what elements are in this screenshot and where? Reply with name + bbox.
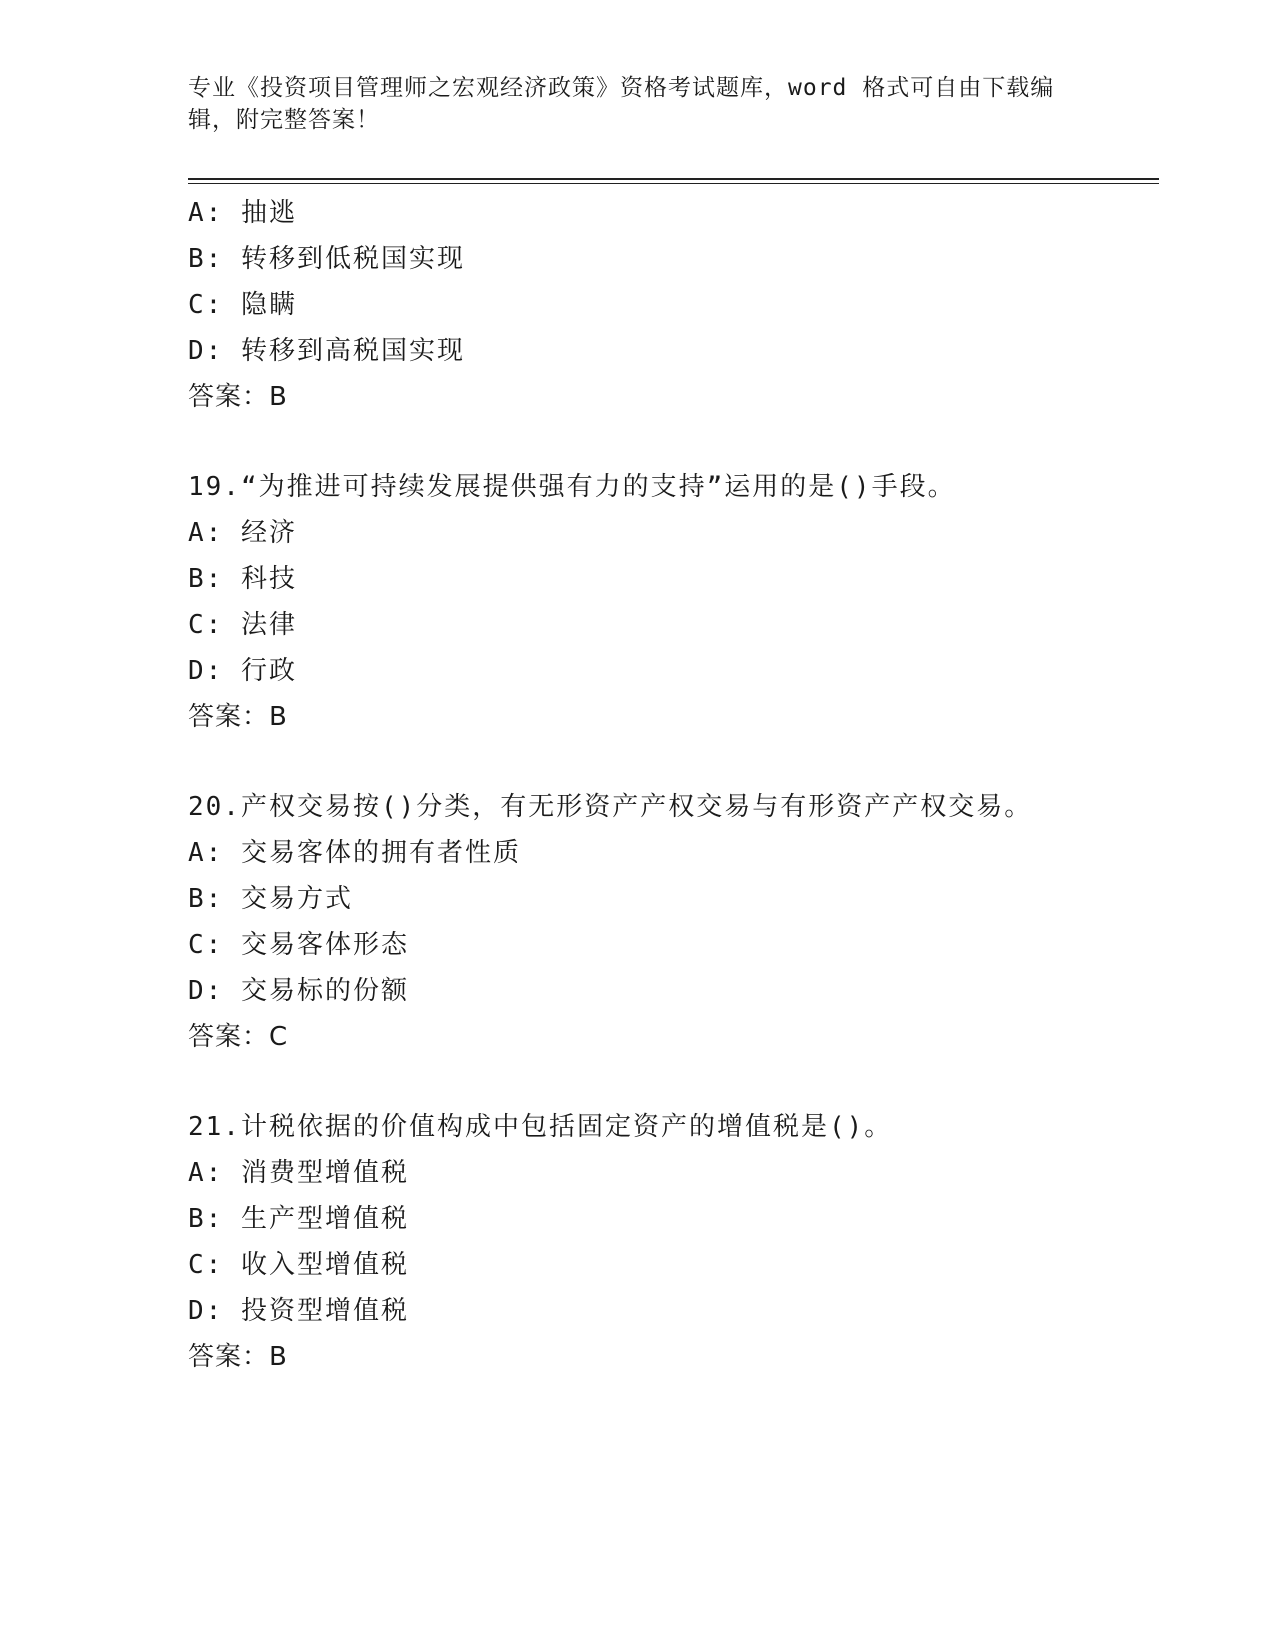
option-b: B: 生产型增值税 [188, 1204, 409, 1234]
question-block-18 [188, 190, 1148, 420]
option-a: A: 交易客体的拥有者性质 [188, 838, 521, 868]
document-header [188, 72, 1088, 136]
option-c: C: 法律 [188, 610, 297, 640]
option-a: A: 经济 [188, 518, 297, 548]
option-a: A: 消费型增值税 [188, 1158, 409, 1188]
option-c: C: 收入型增值税 [188, 1250, 409, 1280]
question-text: 20.产权交易按()分类，有无形资产产权交易与有形资产产权交易。 [188, 792, 1033, 822]
option-b: B: 交易方式 [188, 884, 353, 914]
option-d: D: 投资型增值税 [188, 1296, 409, 1326]
header-line-1: 专业《投资项目管理师之宏观经济政策》资格考试题库，word 格式可自由下载编 [188, 75, 1055, 101]
question-block-20 [188, 784, 1148, 1060]
option-d: D: 转移到高税国实现 [188, 336, 465, 366]
question-block-21 [188, 1104, 1148, 1380]
block-spacer [188, 1060, 1148, 1104]
question-block-19 [188, 464, 1148, 740]
question-list [188, 190, 1148, 1380]
option-d: D: 交易标的份额 [188, 976, 409, 1006]
header-line-2: 辑，附完整答案！ [188, 107, 380, 133]
question-text: 21.计税依据的价值构成中包括固定资产的增值税是()。 [188, 1112, 893, 1142]
answer: 答案：B [188, 1342, 288, 1372]
header-divider-thick [188, 178, 1159, 180]
option-c: C: 隐瞒 [188, 290, 297, 320]
answer: 答案：B [188, 702, 288, 732]
option-c: C: 交易客体形态 [188, 930, 409, 960]
header-divider-thin [188, 183, 1159, 184]
block-spacer [188, 420, 1148, 464]
option-b: B: 科技 [188, 564, 297, 594]
answer: 答案：C [188, 1022, 289, 1052]
question-text: 19.“为推进可持续发展提供强有力的支持”运用的是()手段。 [188, 472, 956, 502]
block-spacer [188, 740, 1148, 784]
option-b: B: 转移到低税国实现 [188, 244, 465, 274]
option-d: D: 行政 [188, 656, 297, 686]
option-a: A: 抽逃 [188, 198, 297, 228]
answer: 答案：B [188, 382, 288, 412]
